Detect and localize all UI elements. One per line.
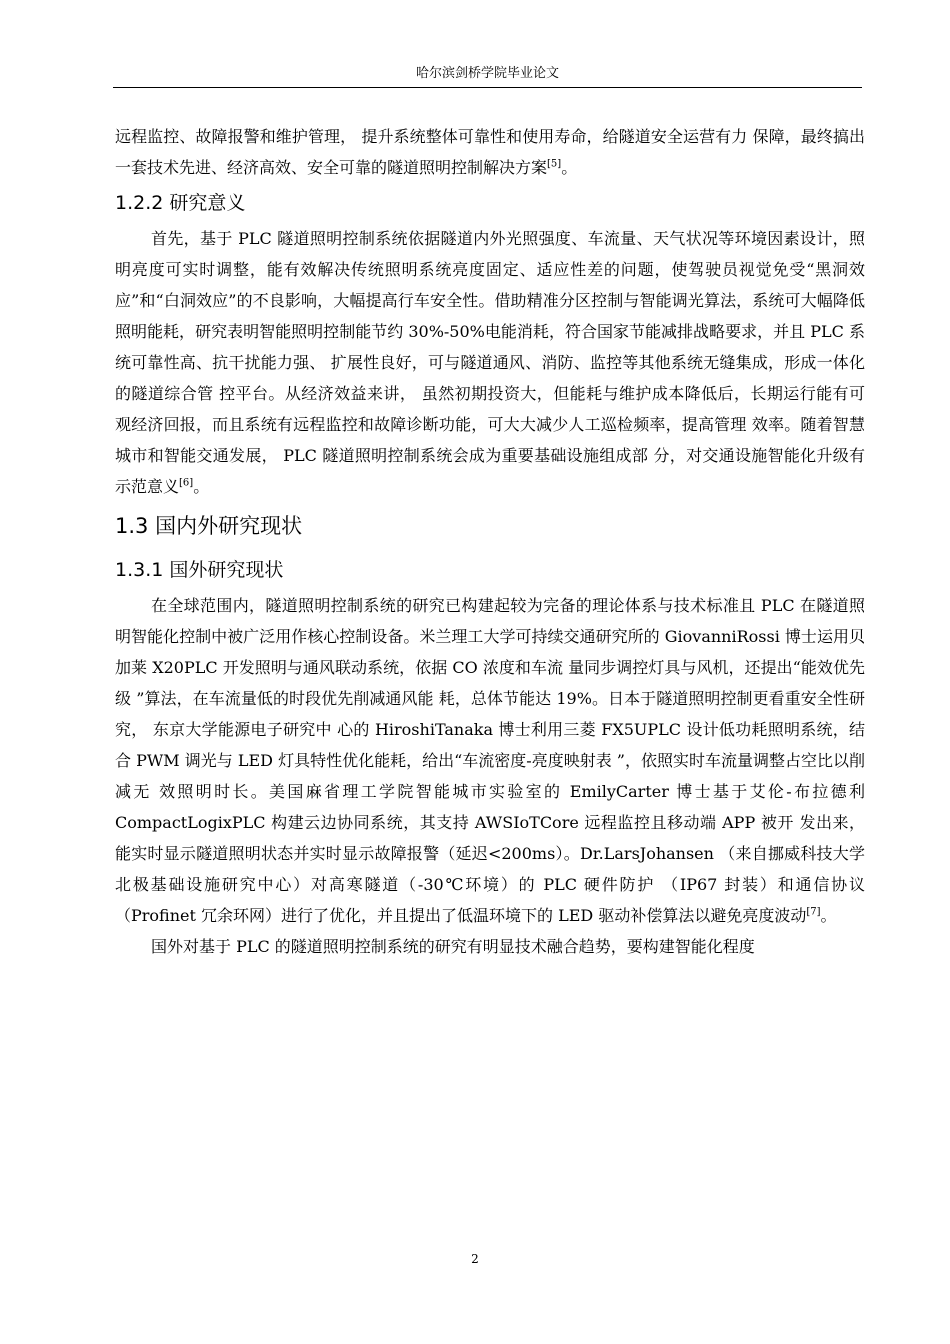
citation: [5] bbox=[547, 158, 562, 170]
foreign-research-text: 在全球范围内，隧道照明控制系统的研究已构建起较为完备的理论体系与技术标准且 PLC 在隧道照明智能化控制中被广泛用作核心控制设备。米兰理工大学可持续交通研究所的 GiovanniRossi 博士运用贝加莱 X20PLC 开发照明与通风联动系统，依据 CO 浓度和车流 量同步调控灯具与风机，还提出“能效优先级 ”算法，在车流量低的时段优先削减通风能 耗，总体节能达 19%。日本于隧道照明控制更看重安全性研究， 东京大学能源电子研究中 心的 HiroshiTanaka 博士利用三菱 FX5UPLC 设计低功耗照明系统，结合 PWM 调光与 LED 灯具特性优化能耗，给出“车流密度-亮度映射表 ”，依照实时车流量调整占空比以削减无 效照明时长。美国麻省理工学院智能城市实验室的 EmilyCarter 博士基于艾伦-布拉德利 CompactLogixPLC 构建云边协同系统，其支持 AWSIoTCore 远程监控且移动端 APP 被开 发出来，能实时显示隧道照明状态并实时显示故障报警（延迟<200ms）。Dr.LarsJohansen （来自挪威科技大学北极基础设施研究中心）对高寒隧道（-30℃环境）的 PLC 硬件防护 （IP67 封装）和通信协议（Profinet 冗余环网）进行了优化，并且提出了低温环境下的 LED 驱动补偿算法以避免亮度波动 bbox=[115, 596, 865, 925]
section-heading-1-2-2: 1.2.2 研究意义 bbox=[115, 192, 246, 214]
document-body bbox=[115, 121, 865, 962]
intro-paragraph bbox=[115, 121, 865, 183]
sentence-end: 。 bbox=[561, 158, 578, 177]
research-significance-paragraph bbox=[115, 223, 865, 502]
foreign-research-trend-paragraph: 国外对基于 PLC 的隧道照明控制系统的研究有明显技术融合趋势，要构建智能化程度 bbox=[151, 937, 755, 956]
research-significance-text: 首先，基于 PLC 隧道照明控制系统依据隧道内外光照强度、车流量、天气状况等环境因素设计，照明亮度可实时调整，能有效解决传统照明系统亮度固定、适应性差的问题，使驾驶员视觉免受“黑洞效应”和“白洞效应”的不良影响，大幅提高行车安全性。借助精准分区控制与智能调光算法，系统可大幅降低照明能耗，研究表明智能照明控制能节约 30%-50%电能消耗，符合国家节能减排战略要求，并且 PLC 系统可靠性高、抗干扰能力强、 扩展性良好，可与隧道通风、消防、监控等其他系统无缝集成，形成一体化的隧道综合管 控平台。从经济效益来讲， 虽然初期投资大，但能耗与维护成本降低后，长期运行能有可 观经济回报，而且系统有远程监控和故障诊断功能，可大大减少人工巡检频率，提高管理 效率。随着智慧城市和智能交通发展， PLC 隧道照明控制系统会成为重要基础设施组成部 分，对交通设施智能化升级有示范意义 bbox=[115, 229, 865, 496]
section-heading-1-3-1: 1.3.1 国外研究现状 bbox=[115, 559, 284, 581]
citation: [7] bbox=[806, 906, 821, 918]
sentence-end: 。 bbox=[193, 477, 210, 496]
foreign-research-paragraph bbox=[115, 590, 865, 931]
page-header bbox=[113, 64, 862, 88]
intro-text: 远程监控、故障报警和维护管理， 提升系统整体可靠性和使用寿命，给隧道安全运营有力 保障，最终搞出一套技术先进、经济高效、安全可靠的隧道照明控制解决方案 bbox=[115, 127, 865, 177]
page-number: 2 bbox=[471, 1252, 479, 1266]
sentence-end: 。 bbox=[820, 906, 837, 925]
citation: [6] bbox=[179, 477, 194, 489]
header-title: 哈尔滨剑桥学院毕业论文 bbox=[415, 66, 559, 81]
section-heading-1-3: 1.3 国内外研究现状 bbox=[115, 514, 303, 538]
